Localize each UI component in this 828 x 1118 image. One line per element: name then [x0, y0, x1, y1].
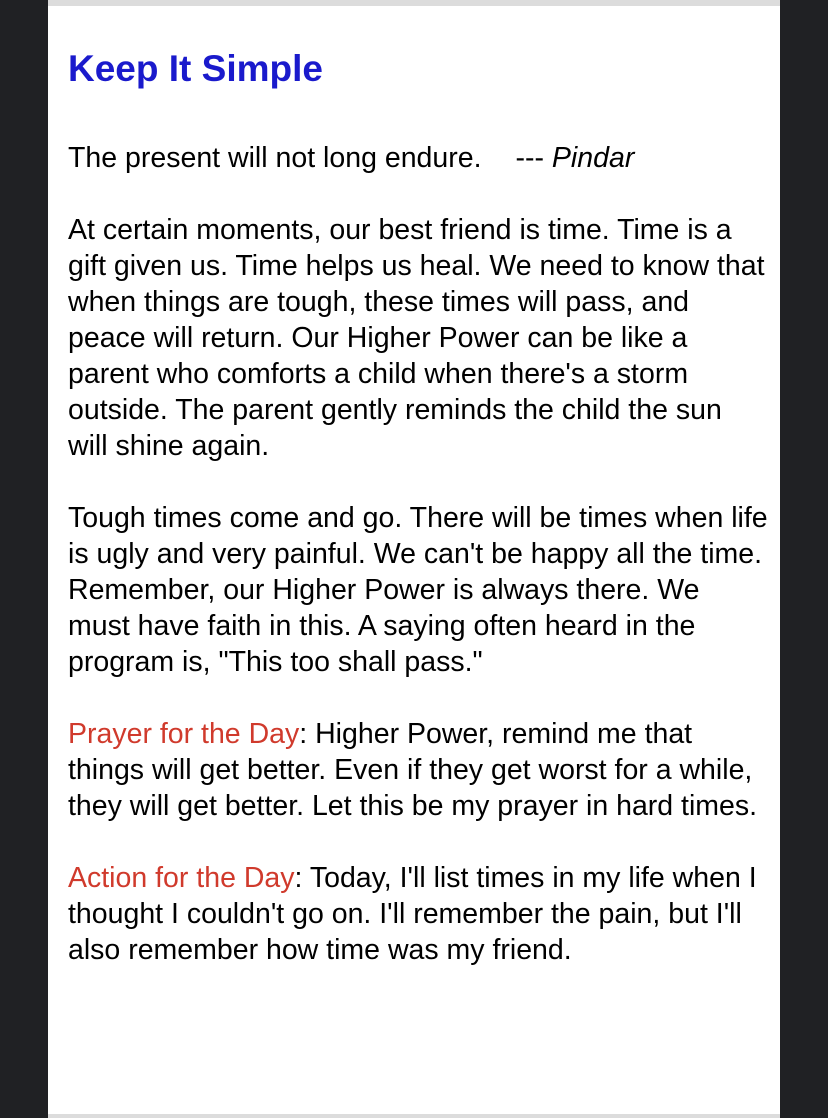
quote — [68, 140, 768, 176]
action-text: : Today, I'll list times in my life when I thought I couldn't go on. I'll remember the pain, but I'll also remember how time was my friend. — [68, 862, 757, 966]
prayer-section — [68, 716, 768, 824]
prayer-label: Prayer for the Day — [68, 718, 300, 750]
prayer-text: : Higher Power, remind me that things will get better. Even if they get worst for a while, they will get better. Let this be my prayer in hard times. — [68, 718, 758, 822]
action-section — [68, 860, 768, 968]
quote-text: The present will not long endure. — [68, 142, 482, 174]
quote-dash: --- — [515, 142, 544, 174]
top-divider — [48, 0, 780, 6]
paragraph-1: At certain moments, our best friend is time. Time is a gift given us. Time helps us heal. We need to know that when things are tough, these times will pass, and peace will return. Our Higher Power can be like a parent who comforts a child when there's a storm outside. The parent gently reminds the child the sun will shine again. — [68, 214, 765, 462]
bottom-divider — [48, 1114, 780, 1118]
quote-author: Pindar — [551, 142, 635, 174]
reading-content — [68, 44, 768, 1004]
action-label: Action for the Day — [68, 862, 295, 894]
paragraph-2: Tough times come and go. There will be times when life is ugly and very painful. We can't be happy all the time. Remember, our Higher Power is always there. We must have faith in this. A saying often heard in the program is, "This too shall pass." — [68, 502, 768, 678]
page-title: Keep It Simple — [68, 48, 323, 89]
document-page — [48, 0, 780, 1118]
